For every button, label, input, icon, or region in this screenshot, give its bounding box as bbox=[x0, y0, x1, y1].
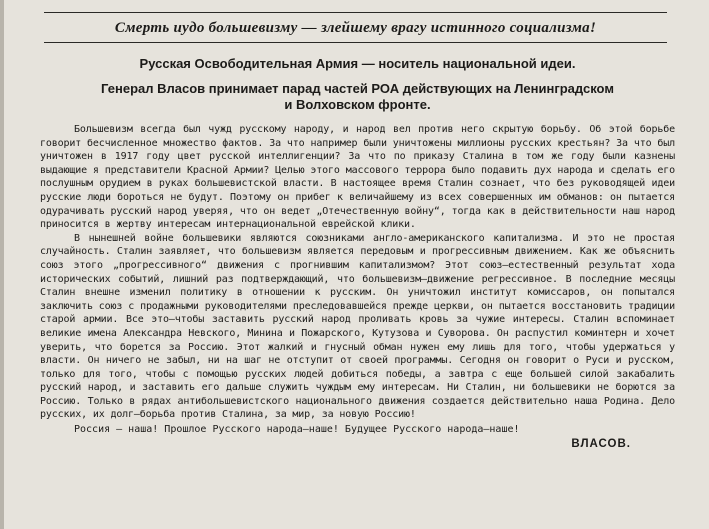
motto-banner bbox=[44, 12, 667, 43]
headline-secondary-line1: Генерал Власов принимает парад частей РОА действующих на Ленинградском bbox=[101, 81, 614, 96]
paragraph-2: В нынешней войне большевики являются союзниками англо-американского капитализма. И это не простая случайность. Сталин заявляет, что большевизм является передовым и прогрессивным движением. Как же объяснить союз этого „прогрессивного“ движения с прогнившим капитализмом? Этот союз—естественный результат хода исторических событий, лишний раз подтверждающий, что большевизм—движение регрессивное. В последние месяцы Сталин внешне изменил политику в отношении к русским. Он уничтожил институт комиссаров, он попытался заключить союз с продажными руководителями преследовавшейся прежде церкви, он пытается восстановить традиции старой армии. Все это—чтобы заставить русский народ проливать кровь за чужие интересы. Сталин вспоминает великие имена Александра Невского, Минина и Пожарского, Кутузова и Суворова. Он распустил коминтерн и хочет уверить, что борется за Россию. Этот жалкий и гнусный обман нужен ему лишь для того, чтобы удержаться у власти. Он ничего не забыл, ни на шаг не отступит от своей программы. Сегодня он говорит о Руси и русском, только для того, чтобы с помощью русских людей добиться победы, а завтра с еще большей силой закабалить русский народ, и заставить его дальше служить чуждым ему интересам. Ни Сталин, ни большевики не борются за Россию. Только в рядах антибольшевистского национального движения создается действительно наша Родина. Дело русских, их долг—борьба против Сталина, за мир, за новую Россию! bbox=[40, 232, 675, 421]
headline-secondary bbox=[40, 81, 675, 113]
article-body bbox=[40, 123, 675, 422]
motto-text: Смерть иудо большевизму — злейшему врагу истинного социализма! bbox=[114, 20, 597, 36]
headline-secondary-line2: и Волховском фронте. bbox=[284, 97, 431, 112]
headline-primary: Русская Освободительная Армия — носитель национальной идеи. bbox=[139, 56, 576, 71]
signature: ВЛАСОВ. bbox=[571, 438, 631, 451]
scan-edge bbox=[0, 0, 4, 529]
closing-slogan: Россия – наша! Прошлое Русского народа—наше! Будущее Русского народа—наше! bbox=[74, 424, 520, 436]
paragraph-1: Большевизм всегда был чужд русскому народу, и народ вел против него скрытую борьбу. Об этой борьбе говорит бесчисленное множество фактов. За что например были уничтожены миллионы русских крестьян? За что был уничтожен в 1917 году цвет русской интеллигенции? За что по приказу Сталина в том же году были казнены выдающие я представители Красной Армии? Целью этого массового террора было подавить дух народа и сделать его послушным орудием в руках большевистской власти. В настоящее время Сталин сознает, что без руководящей идеи русские люди бороться не будут. Поэтому он прибег к величайшему из всех совершенных им обманов: он пытается одурачивать русский народ уверяя, что он ведет „Отечественную войну“, тогда как в действительности наш народ приносится в жертву интересам интернациональной еврейской клики. bbox=[40, 124, 675, 231]
